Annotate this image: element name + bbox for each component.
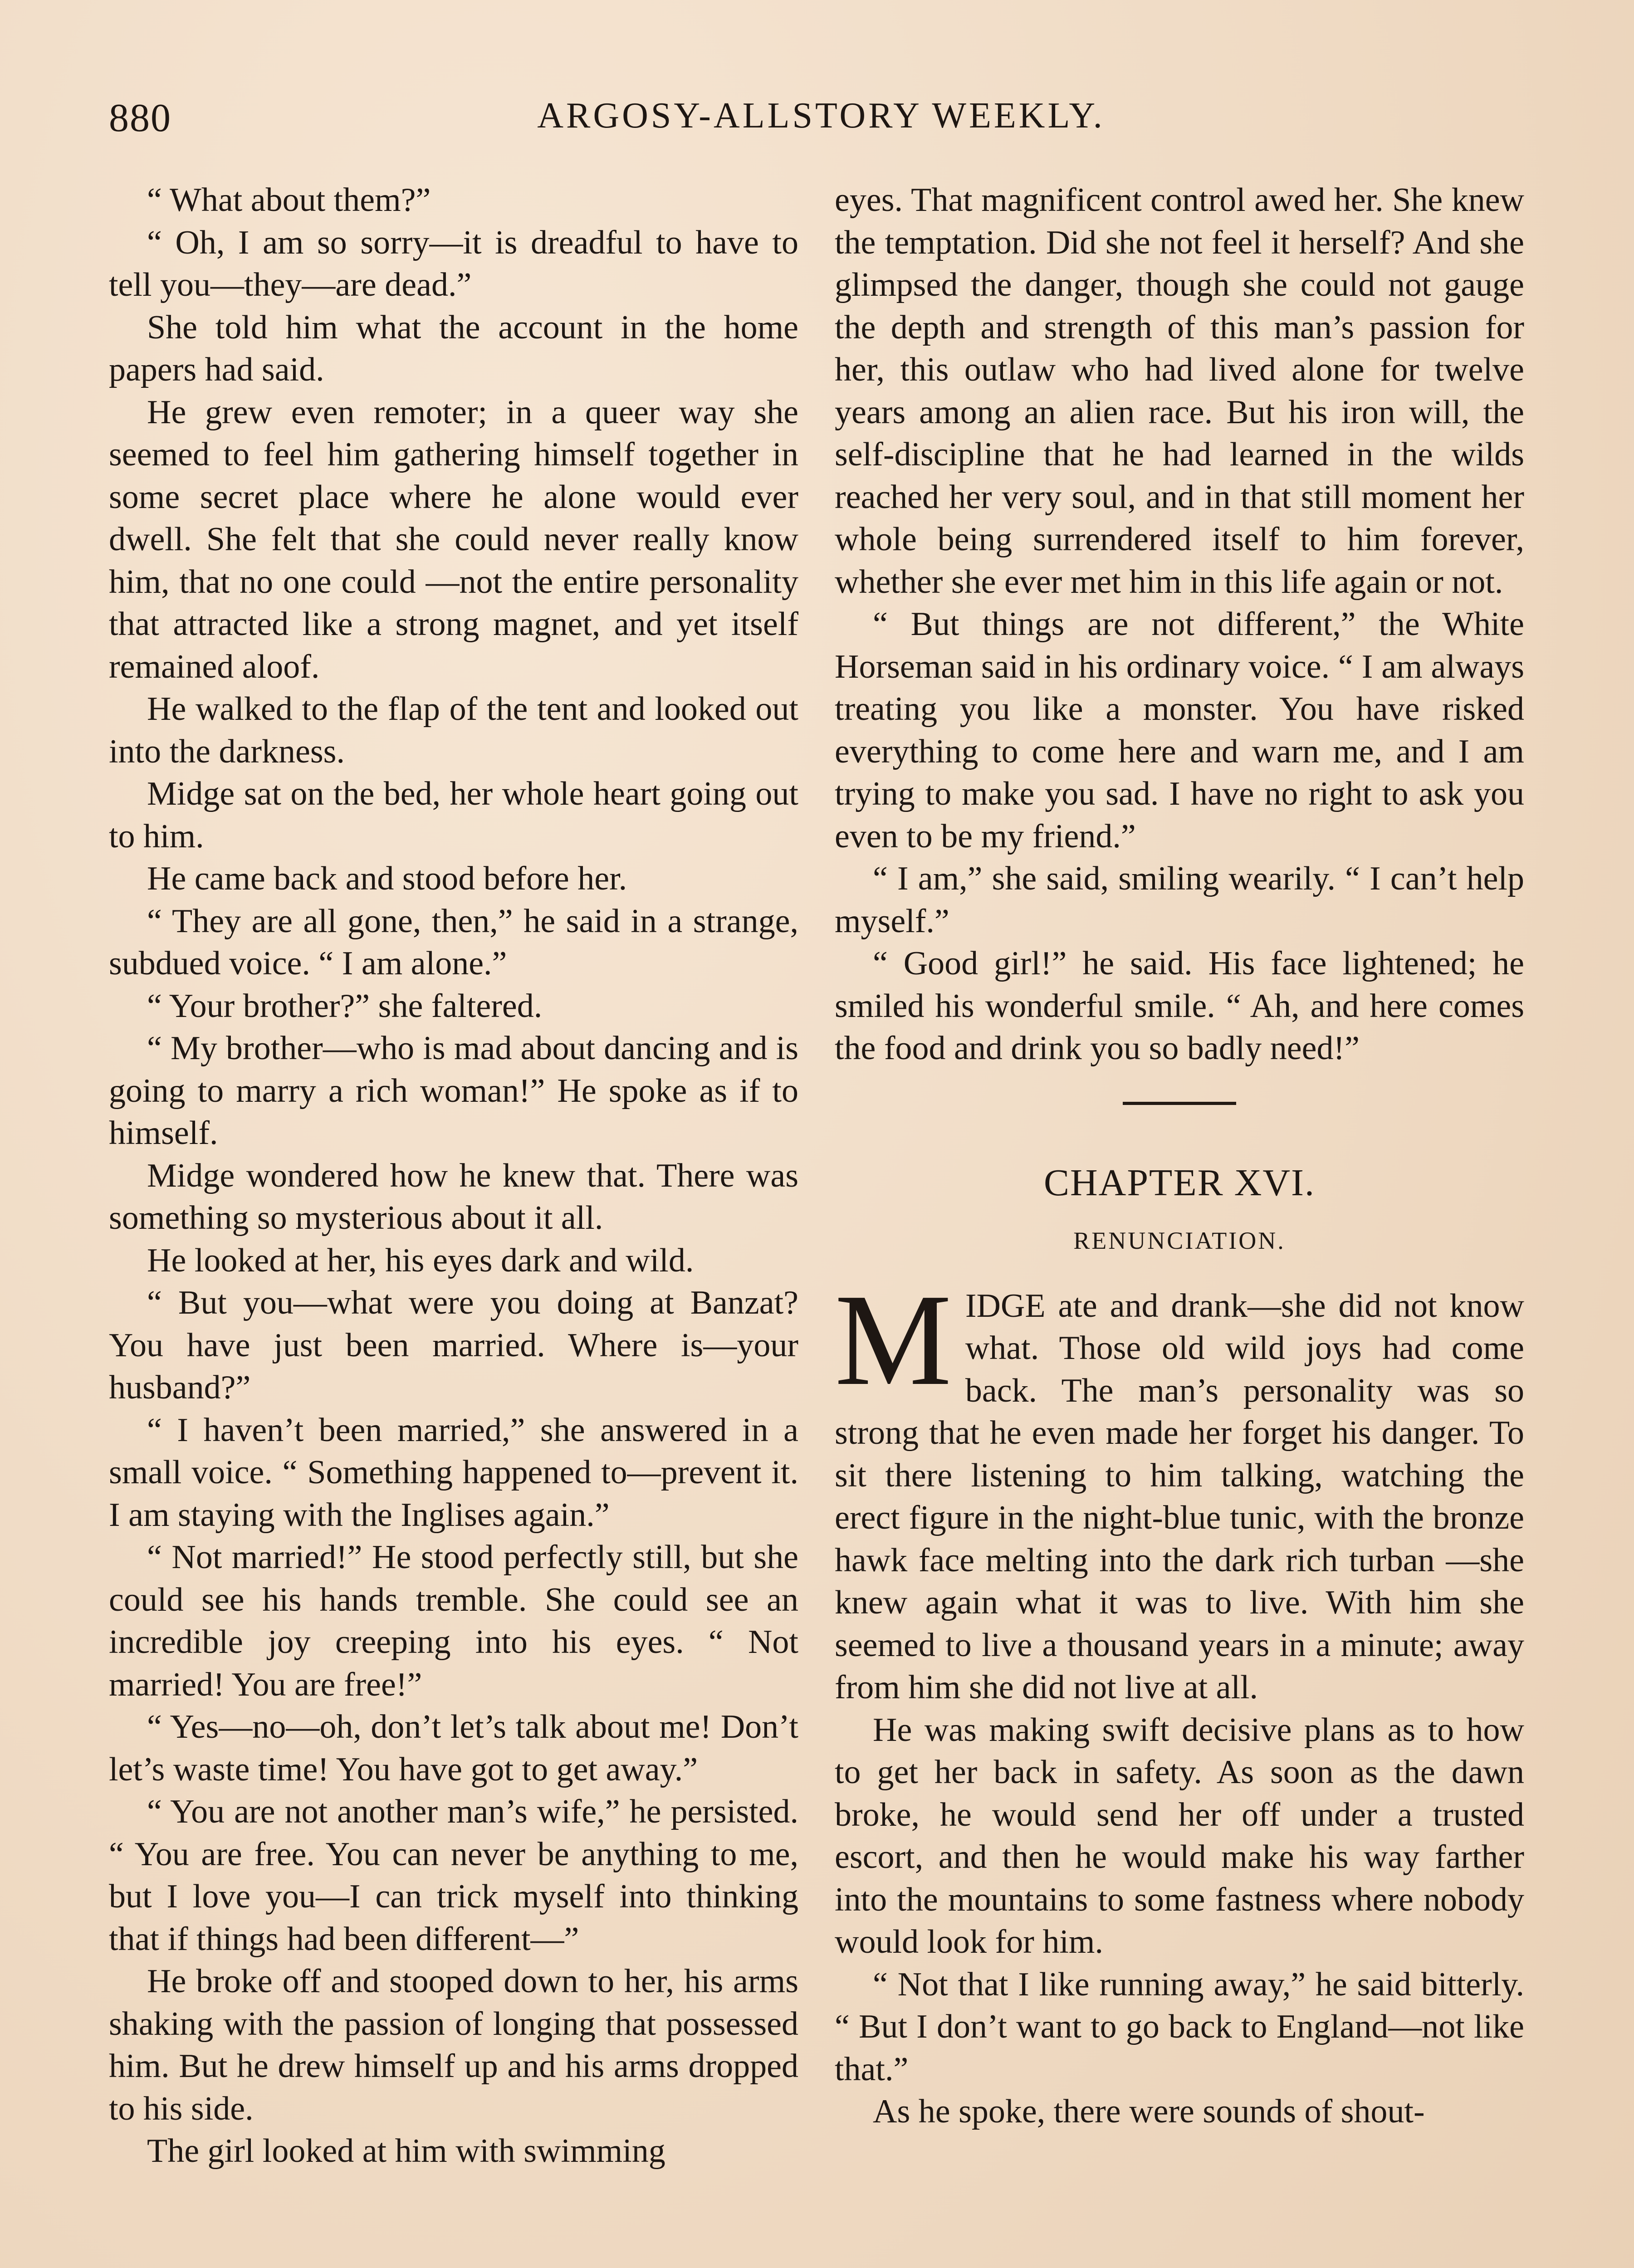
chapter-title: CHAPTER XVI.	[1043, 1161, 1315, 1204]
paragraph: Midge sat on the bed, her whole heart going out to him.	[109, 775, 798, 855]
left-column	[109, 179, 798, 2173]
paragraph: “ Good girl!” he said. His face lightened; he smiled his wonderful smile. “ Ah, and here comes the food and drink you so badly need!”	[835, 945, 1524, 1067]
paragraph: The girl looked at him with swimming	[147, 2132, 665, 2170]
paragraph: eyes. That magnificent control awed her. She knew the temptation. Did she not feel it herself? And she glimpsed the danger, though she could not gauge the depth and strength of this man’s passion for her, this outlaw who had lived alone for twelve years among an alien race. But his iron will, the self-discipline that he had learned in the wilds reached her very soul, and in that still moment her whole being surrendered itself to him forever, whether she ever met him in this life again or not.	[835, 181, 1524, 601]
chapter-subtitle: RENUNCIATION.	[1073, 1227, 1286, 1254]
paragraph: “ Yes—no—oh, don’t let’s talk about me! Don’t let’s waste time! You have got to get away.”	[109, 1708, 798, 1788]
paragraph: He looked at her, his eyes dark and wild.	[147, 1242, 694, 1279]
paragraph: “ You are not another man’s wife,” he persisted. “ You are free. You can never be anything to me, but I love you—I can trick myself into thinking that if things had been different—”	[109, 1793, 798, 1958]
drop-cap: M	[835, 1266, 952, 1413]
paragraph: “ Not married!” He stood perfectly still, but she could see his hands tremble. She could see an incredible joy creeping into his eyes. “ Not married! You are free!”	[109, 1539, 798, 1703]
right-column	[835, 179, 1524, 2133]
paragraph: He was making swift decisive plans as to how to get her back in safety. As soon as the dawn broke, he would send her off under a trusted escort, and then he would make his way farther into the mountains to some fastness where nobody would look for him.	[835, 1711, 1524, 1960]
running-title: ARGOSY-ALLSTORY WEEKLY.	[537, 96, 1105, 136]
paragraph: “ I am,” she said, smiling wearily. “ I can’t help myself.”	[835, 860, 1524, 940]
paragraph: “ I haven’t been married,” she answered in a small voice. “ Something happened to—prevent it. I am staying with the Inglises again.”	[109, 1411, 798, 1534]
paragraph: “ Not that I like running away,” he said bitterly. “ But I don’t want to go back to England—not like that.”	[835, 1965, 1524, 2088]
page-header	[109, 95, 1533, 163]
paragraph: He grew even remoter; in a queer way she seemed to feel him gathering himself together in some secret place where he alone would ever dwell. She felt that she could never really know him, that no one could —not the entire personality that attracted like a strong magnet, and yet itself remained aloof.	[109, 393, 798, 685]
paragraph: He walked to the flap of the tent and looked out into the darkness.	[109, 690, 798, 770]
paragraph: “ Your brother?” she faltered.	[147, 987, 543, 1025]
paragraph: “ What about them?”	[147, 181, 431, 219]
page-number: 880	[109, 96, 171, 140]
chapter-opening-paragraph	[835, 1266, 1524, 1709]
paragraph: “ But you—what were you doing at Banzat? You have just been married. Where is—your husband?”	[109, 1284, 798, 1406]
paragraph: “ My brother—who is mad about dancing and is going to marry a rich woman!” He spoke as if to himself.	[109, 1030, 798, 1152]
paragraph: She told him what the account in the home papers had said.	[109, 308, 798, 388]
paragraph: Midge wondered how he knew that. There was something so mysterious about it all.	[109, 1157, 798, 1237]
paragraph: He broke off and stooped down to her, his arms shaking with the passion of longing that possessed him. But he drew himself up and his arms dropped to his side.	[109, 1963, 798, 2127]
paragraph: He came back and stood before her.	[147, 860, 627, 897]
chapter-opening-text: IDGE ate and drank—she did not know what. Those old wild joys had come back. The man’s personality was so strong that he even made her forget his danger. To sit there listening to him talking, watching the erect figure in the night-blue tunic, with the bronze hawk face melting into the dark rich turban —she knew again what it was to live. With him she seemed to live a thousand years in a minute; away from him she did not live at all.	[835, 1287, 1524, 1706]
section-divider	[1123, 1102, 1236, 1105]
paragraph: “ Oh, I am so sorry—it is dreadful to have to tell you—they—are dead.”	[109, 224, 798, 303]
paragraph: “ But things are not different,” the White Horseman said in his ordinary voice. “ I am always treating you like a monster. You have risked everything to come here and warn me, and I am trying to make you sad. I have no right to ask you even to be my friend.”	[835, 606, 1524, 855]
paragraph: As he spoke, there were sounds of shout-	[873, 2093, 1425, 2130]
paragraph: “ They are all gone, then,” he said in a strange, subdued voice. “ I am alone.”	[109, 902, 798, 982]
